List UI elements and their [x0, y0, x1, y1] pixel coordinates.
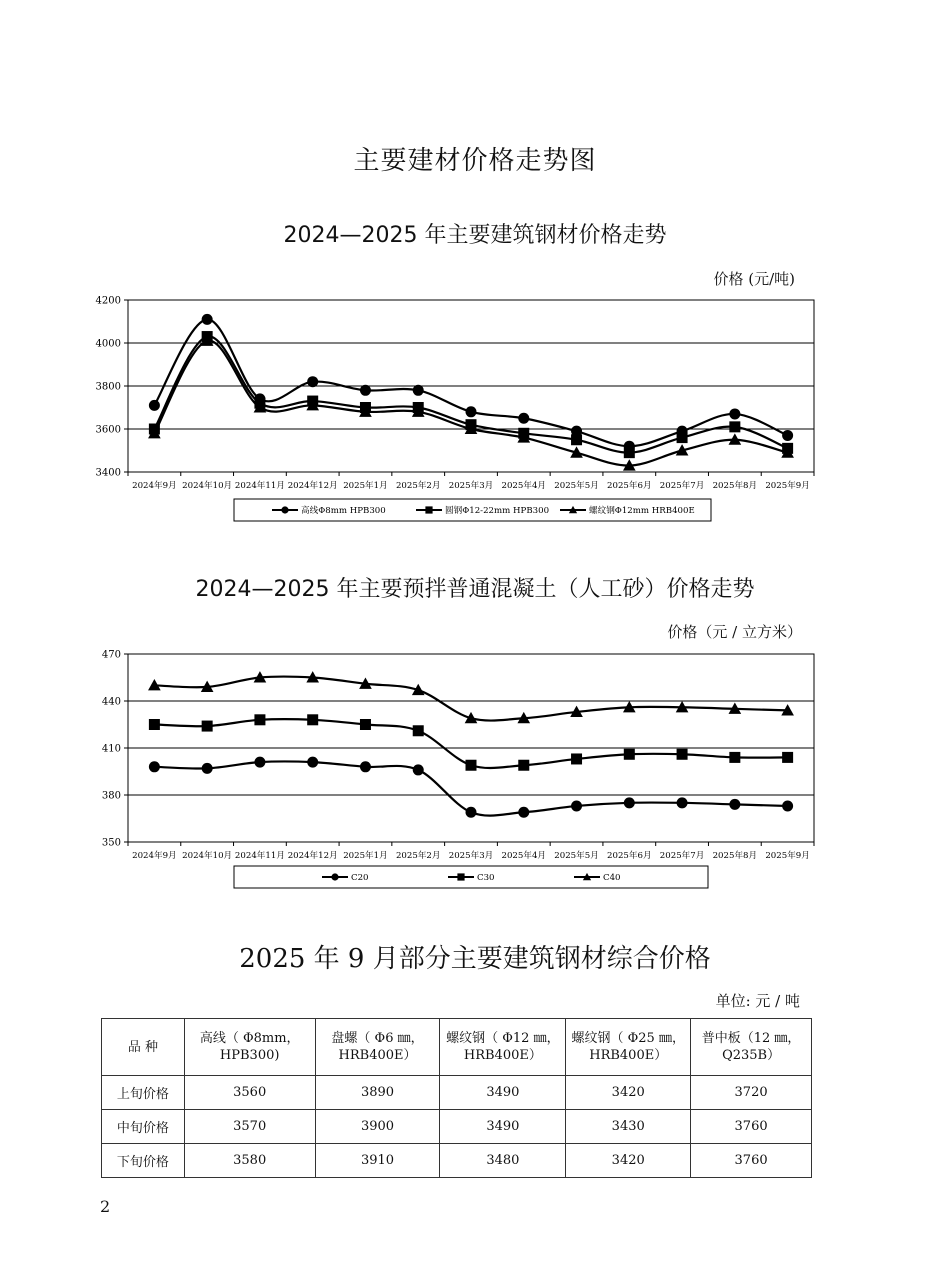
- y-tick-label: 380: [101, 790, 121, 802]
- y-tick-label: 350: [101, 837, 121, 849]
- legend-label: C30: [477, 873, 495, 883]
- table-cell: 3580: [184, 1144, 315, 1178]
- table-cell: 3900: [315, 1110, 440, 1144]
- table-row: [102, 1076, 812, 1110]
- x-tick-label: 2025年4月: [501, 481, 547, 491]
- concrete-chart-title: 2024—2025 年主要预拌普通混凝土（人工砂）价格走势: [195, 577, 755, 602]
- table-cell: 3420: [566, 1144, 691, 1178]
- data-point-circle: [571, 800, 582, 811]
- data-point-circle: [254, 757, 265, 768]
- y-tick-label: 3800: [95, 381, 121, 393]
- data-point-circle: [360, 761, 371, 772]
- table-cell: 3490: [440, 1076, 566, 1110]
- table-cell: 3560: [184, 1076, 315, 1110]
- header-rebar-12: 螺纹钢（ Φ12 ㎜， HRB400E）: [440, 1019, 566, 1076]
- data-point-square: [782, 752, 793, 763]
- x-tick-label: 2025年5月: [554, 481, 599, 491]
- y-tick-label: 470: [101, 649, 121, 661]
- table-row: [102, 1110, 812, 1144]
- x-tick-label: 2024年10月: [182, 851, 233, 861]
- legend-label: C40: [603, 873, 621, 883]
- steel-chart-title: 2024—2025 年主要建筑钢材价格走势: [283, 223, 667, 248]
- steel-chart-unit: 价格 (元/吨): [713, 270, 795, 288]
- x-tick-label: 2024年12月: [287, 481, 338, 491]
- data-point-square: [624, 749, 635, 760]
- y-tick-label: 440: [101, 696, 121, 708]
- data-point-square: [729, 752, 740, 763]
- x-tick-label: 2025年2月: [395, 851, 441, 861]
- steel-price-table: [101, 1018, 812, 1178]
- y-tick-label: 4000: [95, 338, 121, 350]
- data-point-square: [254, 714, 265, 725]
- table-cell: 3430: [566, 1110, 691, 1144]
- data-point-circle: [782, 800, 793, 811]
- concrete-chart-unit: 价格（元 / 立方米）: [667, 623, 802, 641]
- data-point-circle: [677, 797, 688, 808]
- table-cell: 3480: [440, 1144, 566, 1178]
- data-point-square: [466, 760, 477, 771]
- data-point-circle: [466, 807, 477, 818]
- data-point-square: [518, 760, 529, 771]
- page-title: 主要建材价格走势图: [353, 146, 597, 176]
- data-point-square: [571, 753, 582, 764]
- x-tick-label: 2025年7月: [659, 481, 705, 491]
- data-point-square: [149, 719, 160, 730]
- legend-marker-circle: [331, 873, 338, 880]
- legend-label: C20: [351, 873, 369, 883]
- table-cell: 3760: [691, 1110, 812, 1144]
- header-coil-rebar: 盘螺（ Φ6 ㎜， HRB400E）: [315, 1019, 440, 1076]
- x-tick-label: 2024年9月: [132, 851, 177, 861]
- data-point-square: [202, 721, 213, 732]
- x-tick-label: 2025年6月: [607, 851, 652, 861]
- data-point-circle: [518, 807, 529, 818]
- x-tick-label: 2024年9月: [132, 481, 177, 491]
- data-point-circle: [307, 757, 318, 768]
- legend-label: 螺纹钢Φ12mm HRB400E: [589, 506, 695, 516]
- page-number: 2: [100, 1197, 111, 1216]
- data-point-square: [677, 749, 688, 760]
- y-tick-label: 4200: [95, 295, 121, 307]
- data-point-circle: [624, 797, 635, 808]
- table-cell: 3760: [691, 1144, 812, 1178]
- x-tick-label: 2025年1月: [343, 481, 388, 491]
- header-variety: 品 种: [102, 1019, 185, 1076]
- x-tick-label: 2024年12月: [287, 851, 338, 861]
- table-cell: 3490: [440, 1110, 566, 1144]
- table-row: [102, 1144, 812, 1178]
- y-tick-label: 3600: [95, 424, 121, 436]
- x-tick-label: 2025年5月: [554, 851, 599, 861]
- data-point-circle: [149, 761, 160, 772]
- legend-label: 高线Φ8mm HPB300: [301, 506, 386, 516]
- x-tick-label: 2025年2月: [395, 481, 441, 491]
- x-tick-label: 2024年10月: [182, 481, 233, 491]
- x-tick-label: 2024年11月: [234, 851, 285, 861]
- data-point-square: [413, 725, 424, 736]
- x-tick-label: 2025年4月: [501, 851, 547, 861]
- row-label: 中旬价格: [102, 1110, 185, 1144]
- data-point-circle: [413, 764, 424, 775]
- x-tick-label: 2025年3月: [448, 851, 494, 861]
- x-tick-label: 2024年11月: [234, 481, 285, 491]
- data-point-circle: [202, 763, 213, 774]
- legend-label: 圆钢Φ12-22mm HPB300: [445, 506, 550, 516]
- x-tick-label: 2025年8月: [712, 481, 758, 491]
- table-cell: 3570: [184, 1110, 315, 1144]
- row-label: 上旬价格: [102, 1076, 185, 1110]
- x-tick-label: 2025年3月: [448, 481, 494, 491]
- table-header-row: [102, 1019, 812, 1076]
- y-tick-label: 410: [101, 743, 121, 755]
- table-cell: 3910: [315, 1144, 440, 1178]
- header-wire-rod: 高线（ Φ8mm， HPB300): [184, 1019, 315, 1076]
- y-tick-label: 3400: [95, 467, 121, 479]
- row-label: 下旬价格: [102, 1144, 185, 1178]
- table-unit: 单位: 元 / 吨: [715, 992, 800, 1010]
- x-tick-label: 2025年8月: [712, 851, 758, 861]
- x-tick-label: 2025年9月: [765, 481, 810, 491]
- table-title: 2025 年 9 月部分主要建筑钢材综合价格: [239, 944, 711, 974]
- table-cell: 3420: [566, 1076, 691, 1110]
- data-point-square: [307, 714, 318, 725]
- data-point-circle: [729, 799, 740, 810]
- table-cell: 3890: [315, 1076, 440, 1110]
- header-plate: 普中板（12 ㎜， Q235B）: [691, 1019, 812, 1076]
- table-cell: 3720: [691, 1076, 812, 1110]
- x-tick-label: 2025年7月: [659, 851, 705, 861]
- x-tick-label: 2025年6月: [607, 481, 652, 491]
- x-tick-label: 2025年1月: [343, 851, 388, 861]
- data-point-square: [360, 719, 371, 730]
- header-rebar-25: 螺纹钢（ Φ25 ㎜， HRB400E）: [566, 1019, 691, 1076]
- x-tick-label: 2025年9月: [765, 851, 810, 861]
- legend-marker-square: [457, 873, 464, 880]
